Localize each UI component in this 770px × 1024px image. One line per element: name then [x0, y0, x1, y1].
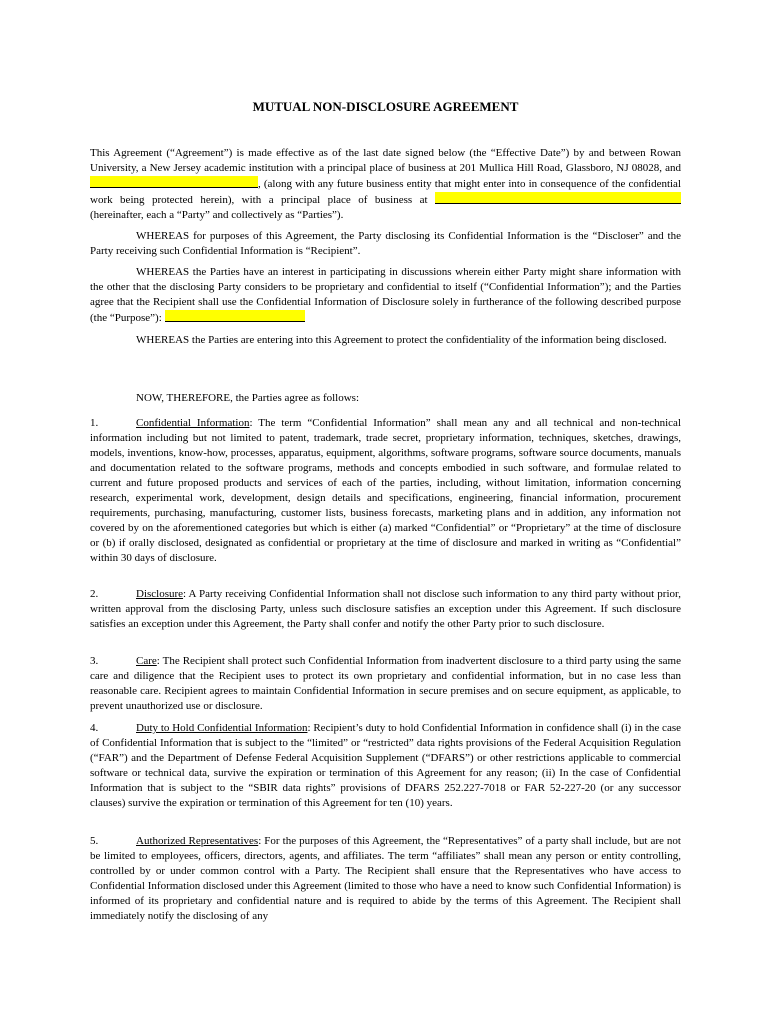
- section-5: [90, 834, 681, 924]
- section-text: : The Recipient shall protect such Confidential Information from inadvertent disclosure to a third party using the same care and diligence that the Recipient uses to protect its own proprietary and confidential information, but in no case less than reasonable care. Recipient agrees to maintain Confidential Information in secure premises and on secure equipment, as applicable, to prevent unauthorized use or disclosure.: [90, 655, 681, 712]
- section-heading: Confidential Information: [136, 417, 250, 429]
- whereas-purpose-paragraph: [90, 265, 681, 326]
- party-address-field[interactable]: [435, 192, 681, 204]
- section-text: : Recipient’s duty to hold Confidential Information in confidence shall (i) in the case of Confidential Information that is subject to the “limited” or “restricted” data rights provisions of the Federal Acquisition Regulation (“FAR”) and the Department of Defense Federal Acquisition Supplement (“DFARS”) or other restrictions applicable to commercial software or technical data, survive the expiration or termination of this Agreement for any reason; (ii) In the case of Confidential Information that is subject to the “SBIR data rights” provisions of DFARS 252.227-7018 or FAR 52-227-20 (or any successor clauses) survive the expiration or termination of this Agreement for ten (10) years.: [90, 722, 681, 809]
- purpose-field[interactable]: [165, 310, 305, 322]
- section-text: : A Party receiving Confidential Information shall not disclose such information to any third party without prior, written approval from the disclosing Party, unless such disclosure satisfies an exception under this Agreement. If such disclosure satisfies an exception under this Agreement, the Party shall confer and notify the other Party prior to such disclosure.: [90, 588, 681, 630]
- section-3: [90, 654, 681, 714]
- section-4: [90, 721, 681, 811]
- party-name-field[interactable]: [90, 176, 258, 188]
- whereas-discloser: WHEREAS for purposes of this Agreement, the Party disclosing its Confidential Information is the “Discloser” and the Party receiving such Confidential Information is “Recipient”.: [90, 230, 681, 257]
- intro-paragraph: [90, 146, 681, 223]
- section-number: 3.: [90, 655, 99, 667]
- whereas-confidentiality: WHEREAS the Parties are entering into this Agreement to protect the confidentiality of the information being disclosed.: [136, 334, 667, 346]
- section-1: [90, 416, 681, 566]
- section-heading: Disclosure: [136, 588, 184, 600]
- section-2: [90, 587, 681, 632]
- section-heading: Duty to Hold Confidential Information: [136, 722, 308, 734]
- intro-text-c: (hereinafter, each a “Party” and collectively as “Parties”).: [90, 209, 344, 221]
- section-number: 1.: [90, 417, 99, 429]
- section-number: 4.: [90, 722, 99, 734]
- section-text: : The term “Confidential Information” shall mean any and all technical and non-technical information including but not limited to patent, trademark, trade secret, proprietary information, techniques, sketches, drawings, models, inventions, know-how, processes, apparatus, equipment, algorithms, software programs, software source documents, manuals and documentation related to the software programs, methods and concepts embodied in such software, and formulae related to current and future proposed products and services of each of the parties, including, without limitation, information concerning research, experimental work, development, design details and specifications, engineering, financial information, procurement requirements, purchasing, manufacturing, customer lists, business forecasts, marketing plans and in addition, any information not covered by on the aforementioned categories but which is either (a) marked “Confidential” or “Proprietary” at the time of disclosure or (b) if orally disclosed, designated as confidential or proprietary at the time of disclosure and marked in writing as “Confidential” within 30 days of disclosure.: [90, 417, 681, 564]
- section-text: : For the purposes of this Agreement, the “Representatives” of a party shall include, but are not be limited to employees, officers, directors, agents, and affiliates. The term “affiliates” shall mean any person or entity controlling, controlled by or under common control with a Party. The Recipient shall ensure that the Representatives who have access to Confidential Information disclosed under this Agreement (limited to those who have a need to know such Confidential Information) is informed of its proprietary and confidential nature and is required to abide by the terms of this Agreement. The Recipient shall immediately notify the disclosing of any: [90, 835, 681, 922]
- whereas-purpose-text: WHEREAS the Parties have an interest in participating in discussions wherein either Party might share information with the other that the disclosing Party considers to be proprietary and confidential to itself (“Confidential Information”); and the Parties agree that the Recipient shall use the Confidential Information of Disclosure solely in furtherance of the following described purpose (the “Purpose”):: [90, 266, 681, 324]
- page-title: MUTUAL NON-DISCLOSURE AGREEMENT: [252, 99, 519, 114]
- section-heading: Care: [136, 655, 157, 667]
- section-number: 5.: [90, 835, 99, 847]
- intro-text-b: , (along with any future business entity that might enter into in consequence of the confidential work being protected herein), with a principal place of business at: [90, 178, 681, 206]
- section-heading: Authorized Representatives: [136, 835, 259, 847]
- section-number: 2.: [90, 588, 99, 600]
- now-therefore: NOW, THEREFORE, the Parties agree as follows:: [136, 392, 360, 404]
- intro-text-a: This Agreement (“Agreement”) is made effective as of the last date signed below (the “Effective Date”) by and between Rowan University, a New Jersey academic institution with a principal place of business at 201 Mullica Hill Road, Glassboro, NJ 08028, and: [90, 147, 681, 174]
